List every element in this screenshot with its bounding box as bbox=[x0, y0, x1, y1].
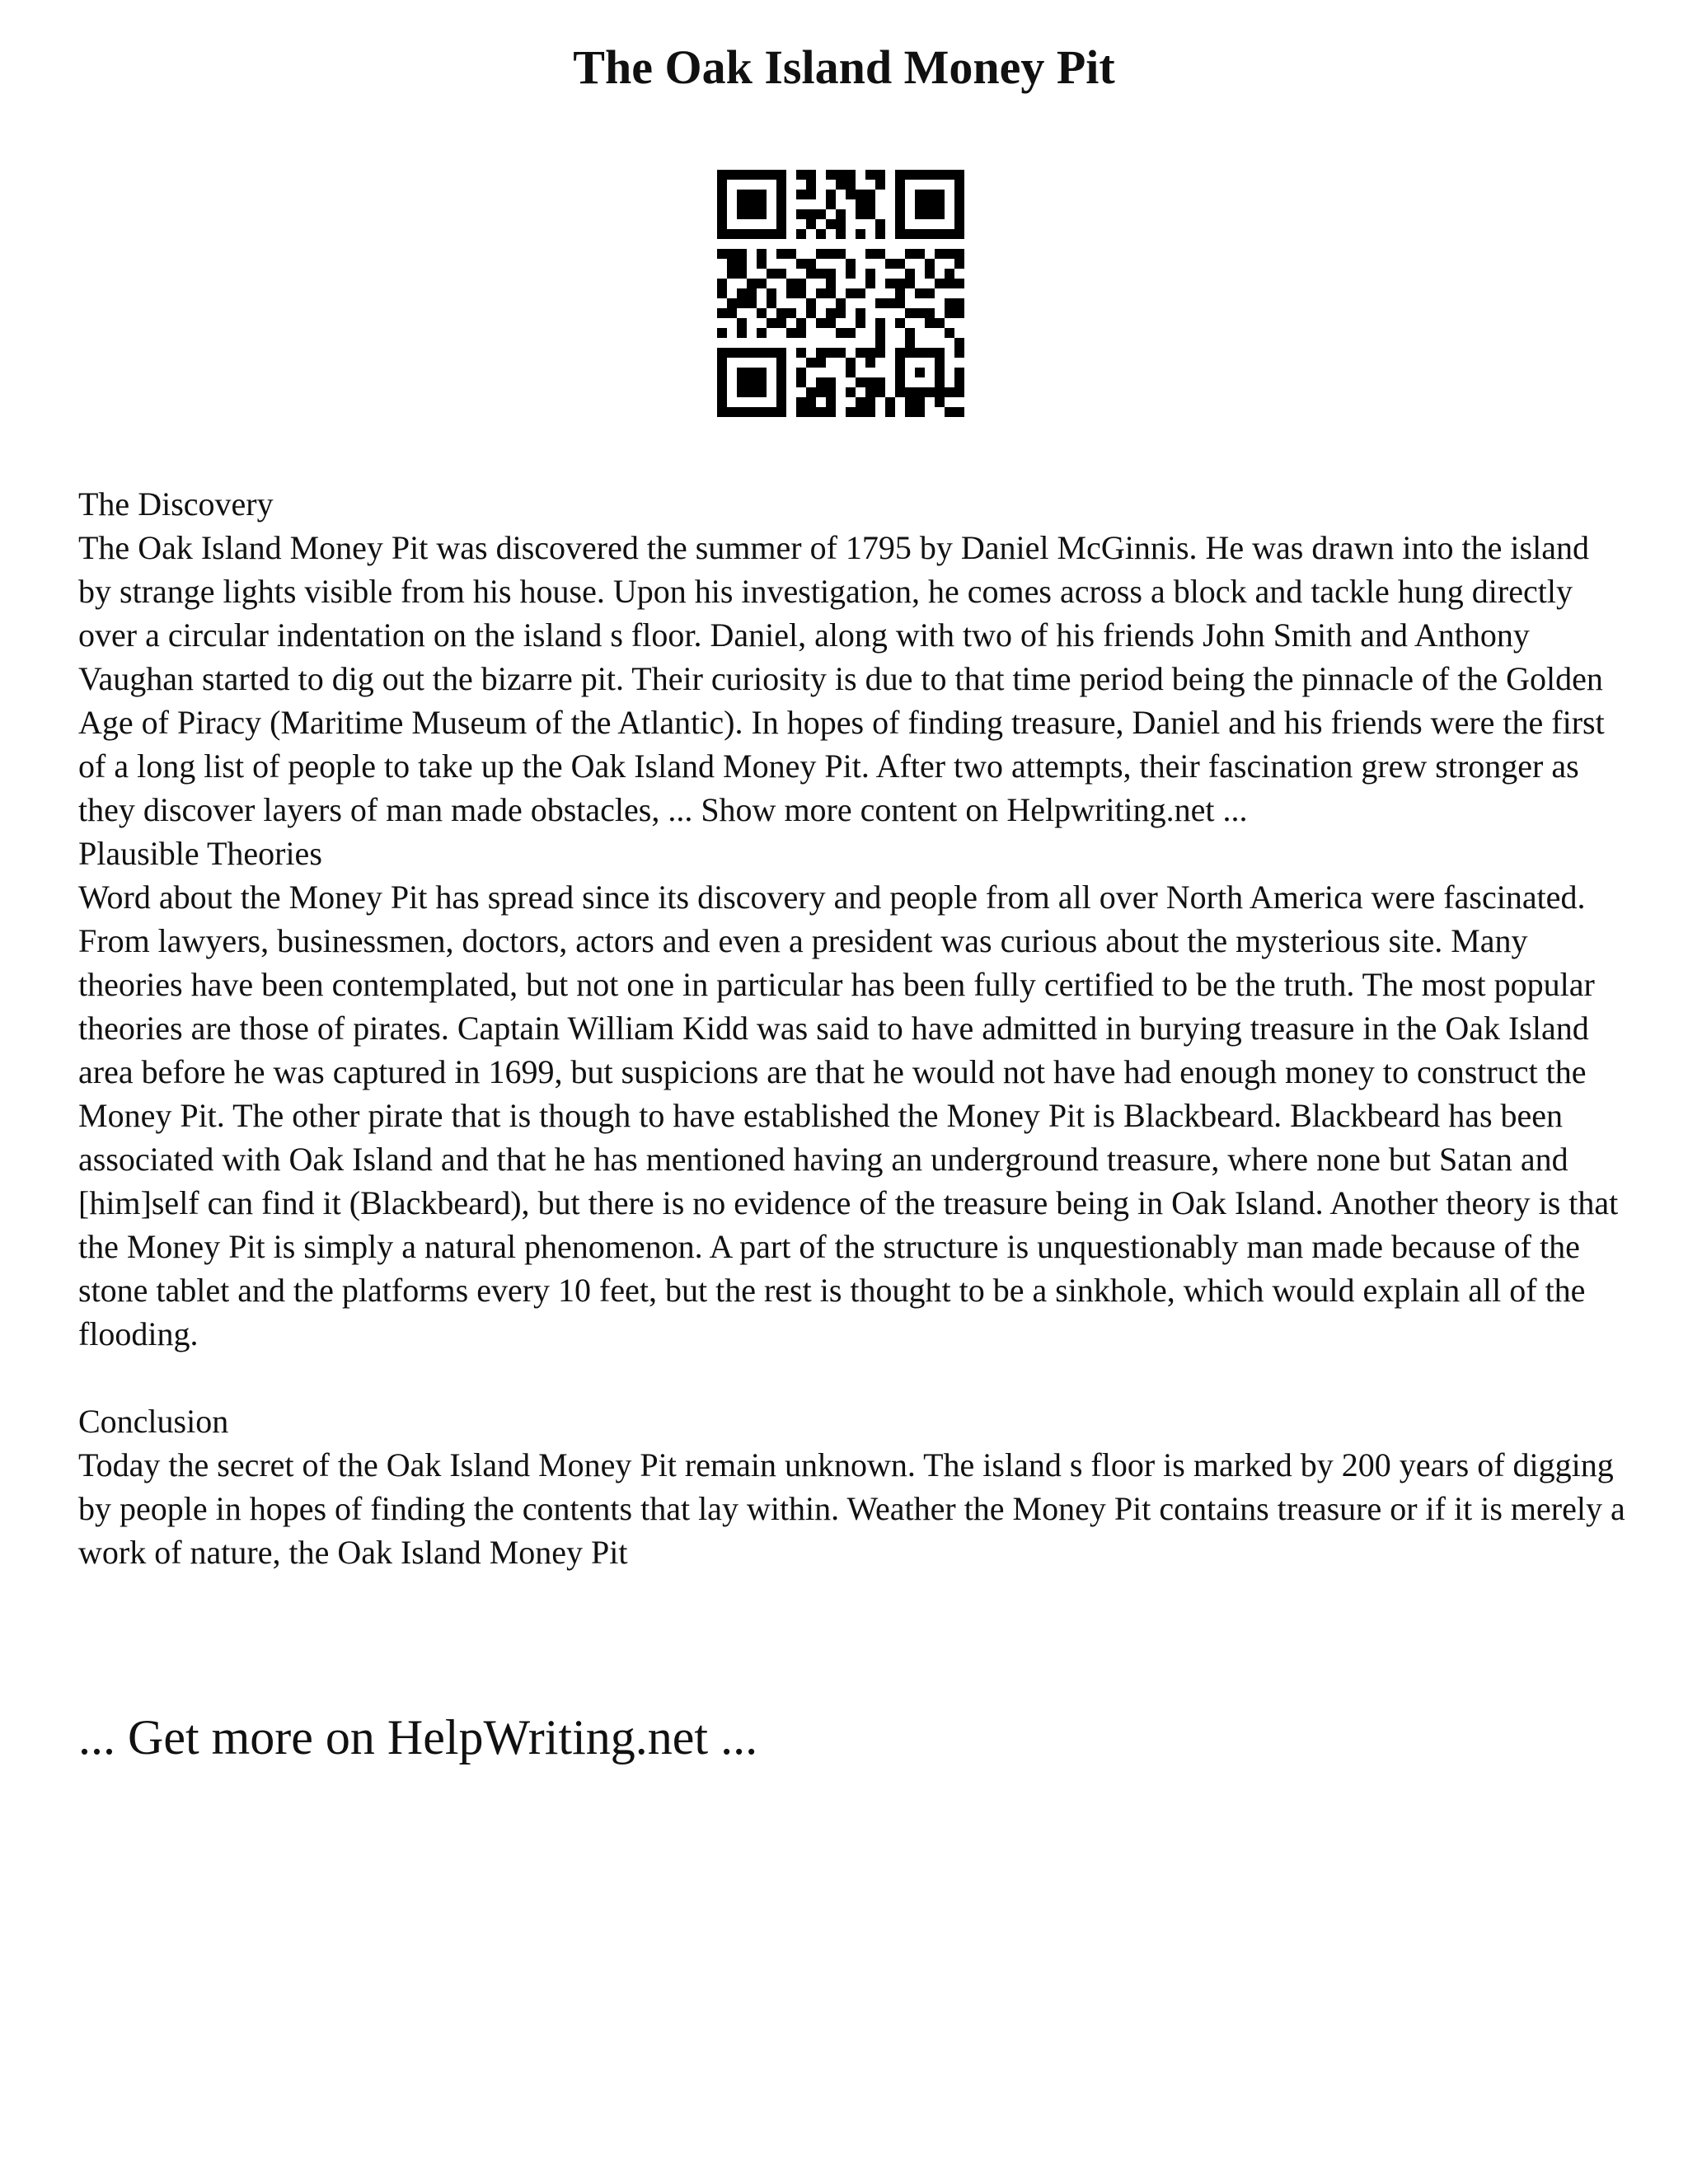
get-more-link[interactable]: ... Get more on HelpWriting.net ... bbox=[78, 1710, 758, 1765]
section-heading-discovery: The Discovery bbox=[78, 485, 274, 523]
section-text-discovery: The Oak Island Money Pit was discovered the summer of 1795 by Daniel McGinnis. He was drawn into the island by strange lights visible from his house. Upon his investigation, he comes across a block and tackle hung directly over a circular indentation on the island s floor. Daniel, along with two of his friends John Smith and Anthony Vaughan started to dig out the bizarre pit. Their curiosity is due to that time period being the pinnacle of the Golden Age of Piracy (Maritime Museum of the Atlantic). In hopes of finding treasure, Daniel and his friends were the first of a long list of people to take up the Oak Island Money Pit. After two attempts, their fascination grew stronger as they discover layers of man made obstacles, ... Show more content on Helpwriting.net ... bbox=[78, 529, 1605, 828]
paragraph-gap bbox=[78, 1356, 1628, 1399]
section-heading-theories: Plausible Theories bbox=[78, 835, 322, 872]
section-text-theories: Word about the Money Pit has spread since its discovery and people from all over North America were fascinated. From lawyers, businessmen, doctors, actors and even a president was curious about the mysterious site. Many theories have been contemplated, but not one in particular has been fully certified to be the truth. The most popular theories are those of pirates. Captain William Kidd was said to have admitted in burying treasure in the Oak Island area before he was captured in 1699, but suspicions are that he would not have had enough money to construct the Money Pit. The other pirate that is though to have established the Money Pit is Blackbeard. Blackbeard has been associated with Oak Island and that he has mentioned having an underground treasure, where none but Satan and [him]self can find it (Blackbeard), but there is no evidence of the treasure being in Oak Island. Another theory is that the Money Pit is simply a natural phenomenon. A part of the structure is unquestionably man made because of the stone tablet and the platforms every 10 feet, but the rest is thought to be a sinkhole, which would explain all of the flooding. bbox=[78, 879, 1619, 1352]
page-title: The Oak Island Money Pit bbox=[573, 40, 1115, 94]
document-body bbox=[78, 482, 1628, 1574]
section-text-conclusion: Today the secret of the Oak Island Money Pit remain unknown. The island s floor is marked by 200 years of digging by people in hopes of finding the contents that lay within. Weather the Money Pit contains treasure or if it is merely a work of nature, the Oak Island Money Pit bbox=[78, 1446, 1625, 1571]
qr-code-icon[interactable] bbox=[717, 170, 964, 417]
section-heading-conclusion: Conclusion bbox=[78, 1403, 229, 1440]
